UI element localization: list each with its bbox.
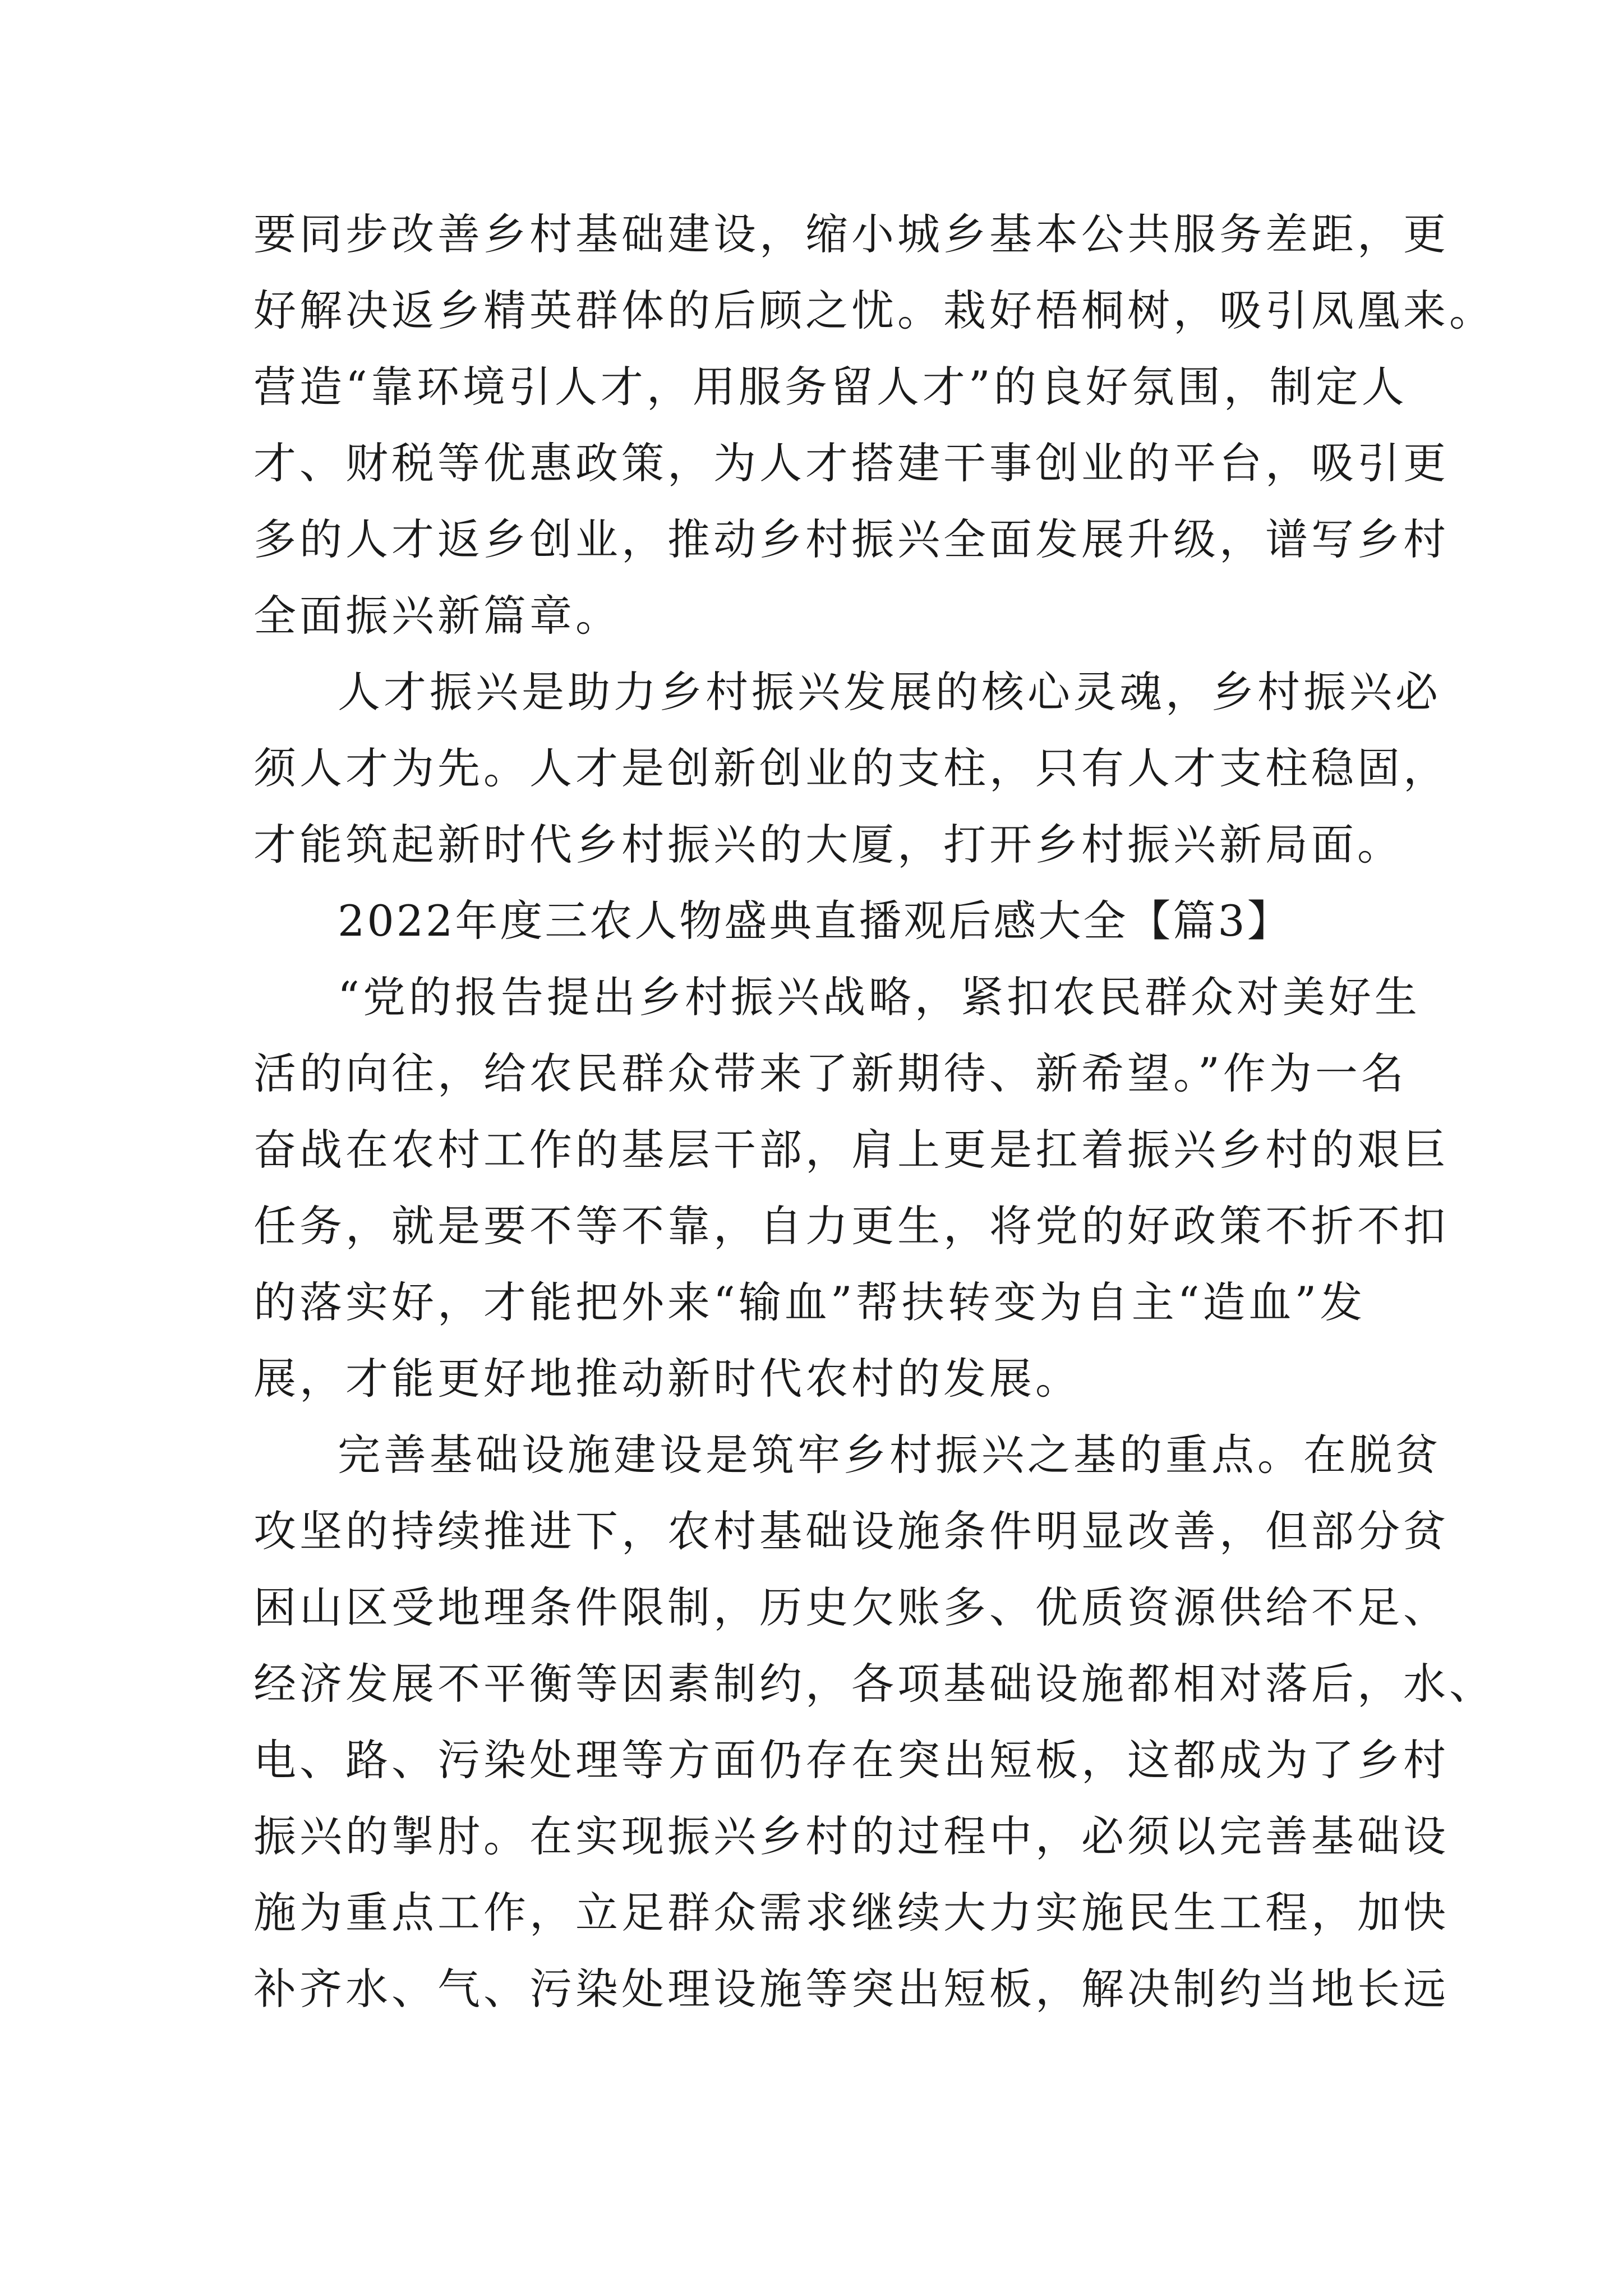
text-line: 任务，就是要不等不靠，自力更生，将党的好政策不折不扣: [253, 1201, 1449, 1251]
text-line: 电、路、污染处理等方面仍存在突出短板，这都成为了乡村: [253, 1735, 1449, 1785]
text-line: 奋战在农村工作的基层干部，肩上更是扛着振兴乡村的艰巨: [253, 1125, 1449, 1175]
text-line: 才能筑起新时代乡村振兴的大厦，打开乡村振兴新局面。: [253, 820, 1403, 869]
text-line: 好解决返乡精英群体的后顾之忧。栽好梧桐树，吸引凤凰来。: [253, 286, 1495, 335]
text-line: 振兴的掣肘。在实现振兴乡村的过程中，必须以完善基础设: [253, 1811, 1449, 1861]
text-line: 的落实好，才能把外来“输血”帮扶转变为自主“造血”发: [253, 1277, 1366, 1327]
text-line: 要同步改善乡村基础建设，缩小城乡基本公共服务差距，更: [253, 209, 1449, 259]
text-line: 全面振兴新篇章。: [253, 591, 621, 641]
text-line: 补齐水、气、污染处理设施等突出短板，解决制约当地长远: [253, 1964, 1449, 2014]
text-line: 营造“靠环境引人才，用服务留人才”的良好氛围，制定人: [253, 362, 1408, 412]
text-line: 完善基础设施建设是筑牢乡村振兴之基的重点。在脱贫: [338, 1430, 1441, 1480]
text-line: 才、财税等优惠政策，为人才搭建干事创业的平台，吸引更: [253, 438, 1449, 488]
text-line: 人才振兴是助力乡村振兴发展的核心灵魂，乡村振兴必: [338, 667, 1441, 717]
text-line: 经济发展不平衡等因素制约，各项基础设施都相对落后，水、: [253, 1659, 1495, 1709]
text-line: 多的人才返乡创业，推动乡村振兴全面发展升级，谱写乡村: [253, 514, 1449, 564]
text-line: “党的报告提出乡村振兴战略，紧扣农民群众对美好生: [338, 972, 1421, 1022]
text-line: 困山区受地理条件限制，历史欠账多、优质资源供给不足、: [253, 1582, 1449, 1632]
section-heading: 2022年度三农人物盛典直播观后感大全【篇3】: [338, 896, 1292, 946]
text-line: 攻坚的持续推进下，农村基础设施条件明显改善，但部分贫: [253, 1506, 1449, 1556]
text-line: 施为重点工作，立足群众需求继续大力实施民生工程，加快: [253, 1888, 1449, 1938]
text-line: 活的向往，给农民群众带来了新期待、新希望。”作为一名: [253, 1048, 1407, 1098]
text-line: 展，才能更好地推动新时代农村的发展。: [253, 1354, 1081, 1404]
text-line: 须人才为先。人才是创新创业的支柱，只有人才支柱稳固，: [253, 743, 1449, 793]
